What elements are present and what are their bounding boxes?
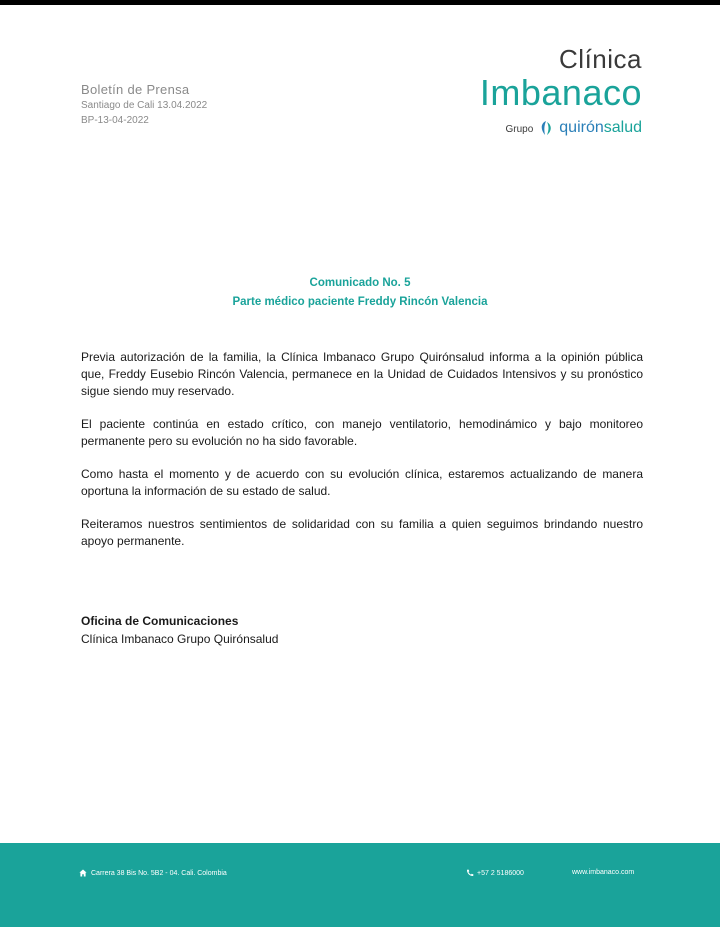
footer-phone-text: +57 2 5186000 — [477, 869, 524, 877]
logo-quiron-part: quirón — [559, 119, 604, 136]
communique-body — [81, 349, 643, 566]
footer-phone — [466, 869, 524, 877]
body-paragraph: Reiteramos nuestros sentimientos de solidaridad con su familia a quien seguimos brindando nuestro apoyo permanente. — [81, 517, 643, 548]
logo-group-line — [480, 120, 642, 136]
body-paragraph: Como hasta el momento y de acuerdo con su evolución clínica, estaremos actualizando de manera oportuna la información de su estado de salud. — [81, 467, 643, 498]
top-border — [0, 0, 720, 5]
phone-icon — [466, 869, 474, 877]
logo-salud-part: salud — [603, 119, 642, 136]
press-release-location-date: Santiago de Cali 13.04.2022 — [81, 100, 208, 112]
press-release-code: BP-13-04-2022 — [81, 114, 149, 126]
communique-heading — [0, 274, 720, 312]
footer-bar — [0, 843, 720, 927]
signature-office: Oficina de Comunicaciones — [81, 614, 239, 628]
press-release-label: Boletín de Prensa — [81, 82, 190, 97]
footer-address — [79, 869, 227, 877]
footer-address-text: Carrera 38 Bis No. 5B2 - 04. Cali. Colombia — [91, 869, 227, 877]
logo-line-clinica: Clínica — [559, 44, 642, 74]
clinica-imbanaco-logo — [480, 44, 642, 136]
press-release-meta — [81, 82, 207, 127]
footer-website[interactable]: www.imbanaco.com — [572, 869, 635, 876]
body-paragraph: Previa autorización de la familia, la Clínica Imbanaco Grupo Quirónsalud informa a la opinión pública que, Freddy Eusebio Rincón Valencia, permanece en la Unidad de Cuidados Intensivos y su pronóstico sigue siendo muy reservado. — [81, 350, 643, 398]
logo-grupo-label: Grupo — [505, 124, 534, 135]
home-icon — [79, 869, 87, 877]
quironsalud-leaf-icon — [539, 120, 553, 136]
body-paragraph: El paciente continúa en estado crítico, con manejo ventilatorio, hemodinámico y bajo monitoreo permanente pero su evolución no ha sido favorable. — [81, 417, 643, 448]
logo-line-imbanaco: Imbanaco — [479, 72, 642, 113]
communique-number: Comunicado No. 5 — [309, 277, 411, 289]
signature-organization: Clínica Imbanaco Grupo Quirónsalud — [81, 632, 279, 646]
signature-block — [81, 612, 278, 648]
communique-subject: Parte médico paciente Freddy Rincón Valencia — [232, 296, 488, 308]
logo-quironsalud-wordmark — [559, 120, 642, 136]
